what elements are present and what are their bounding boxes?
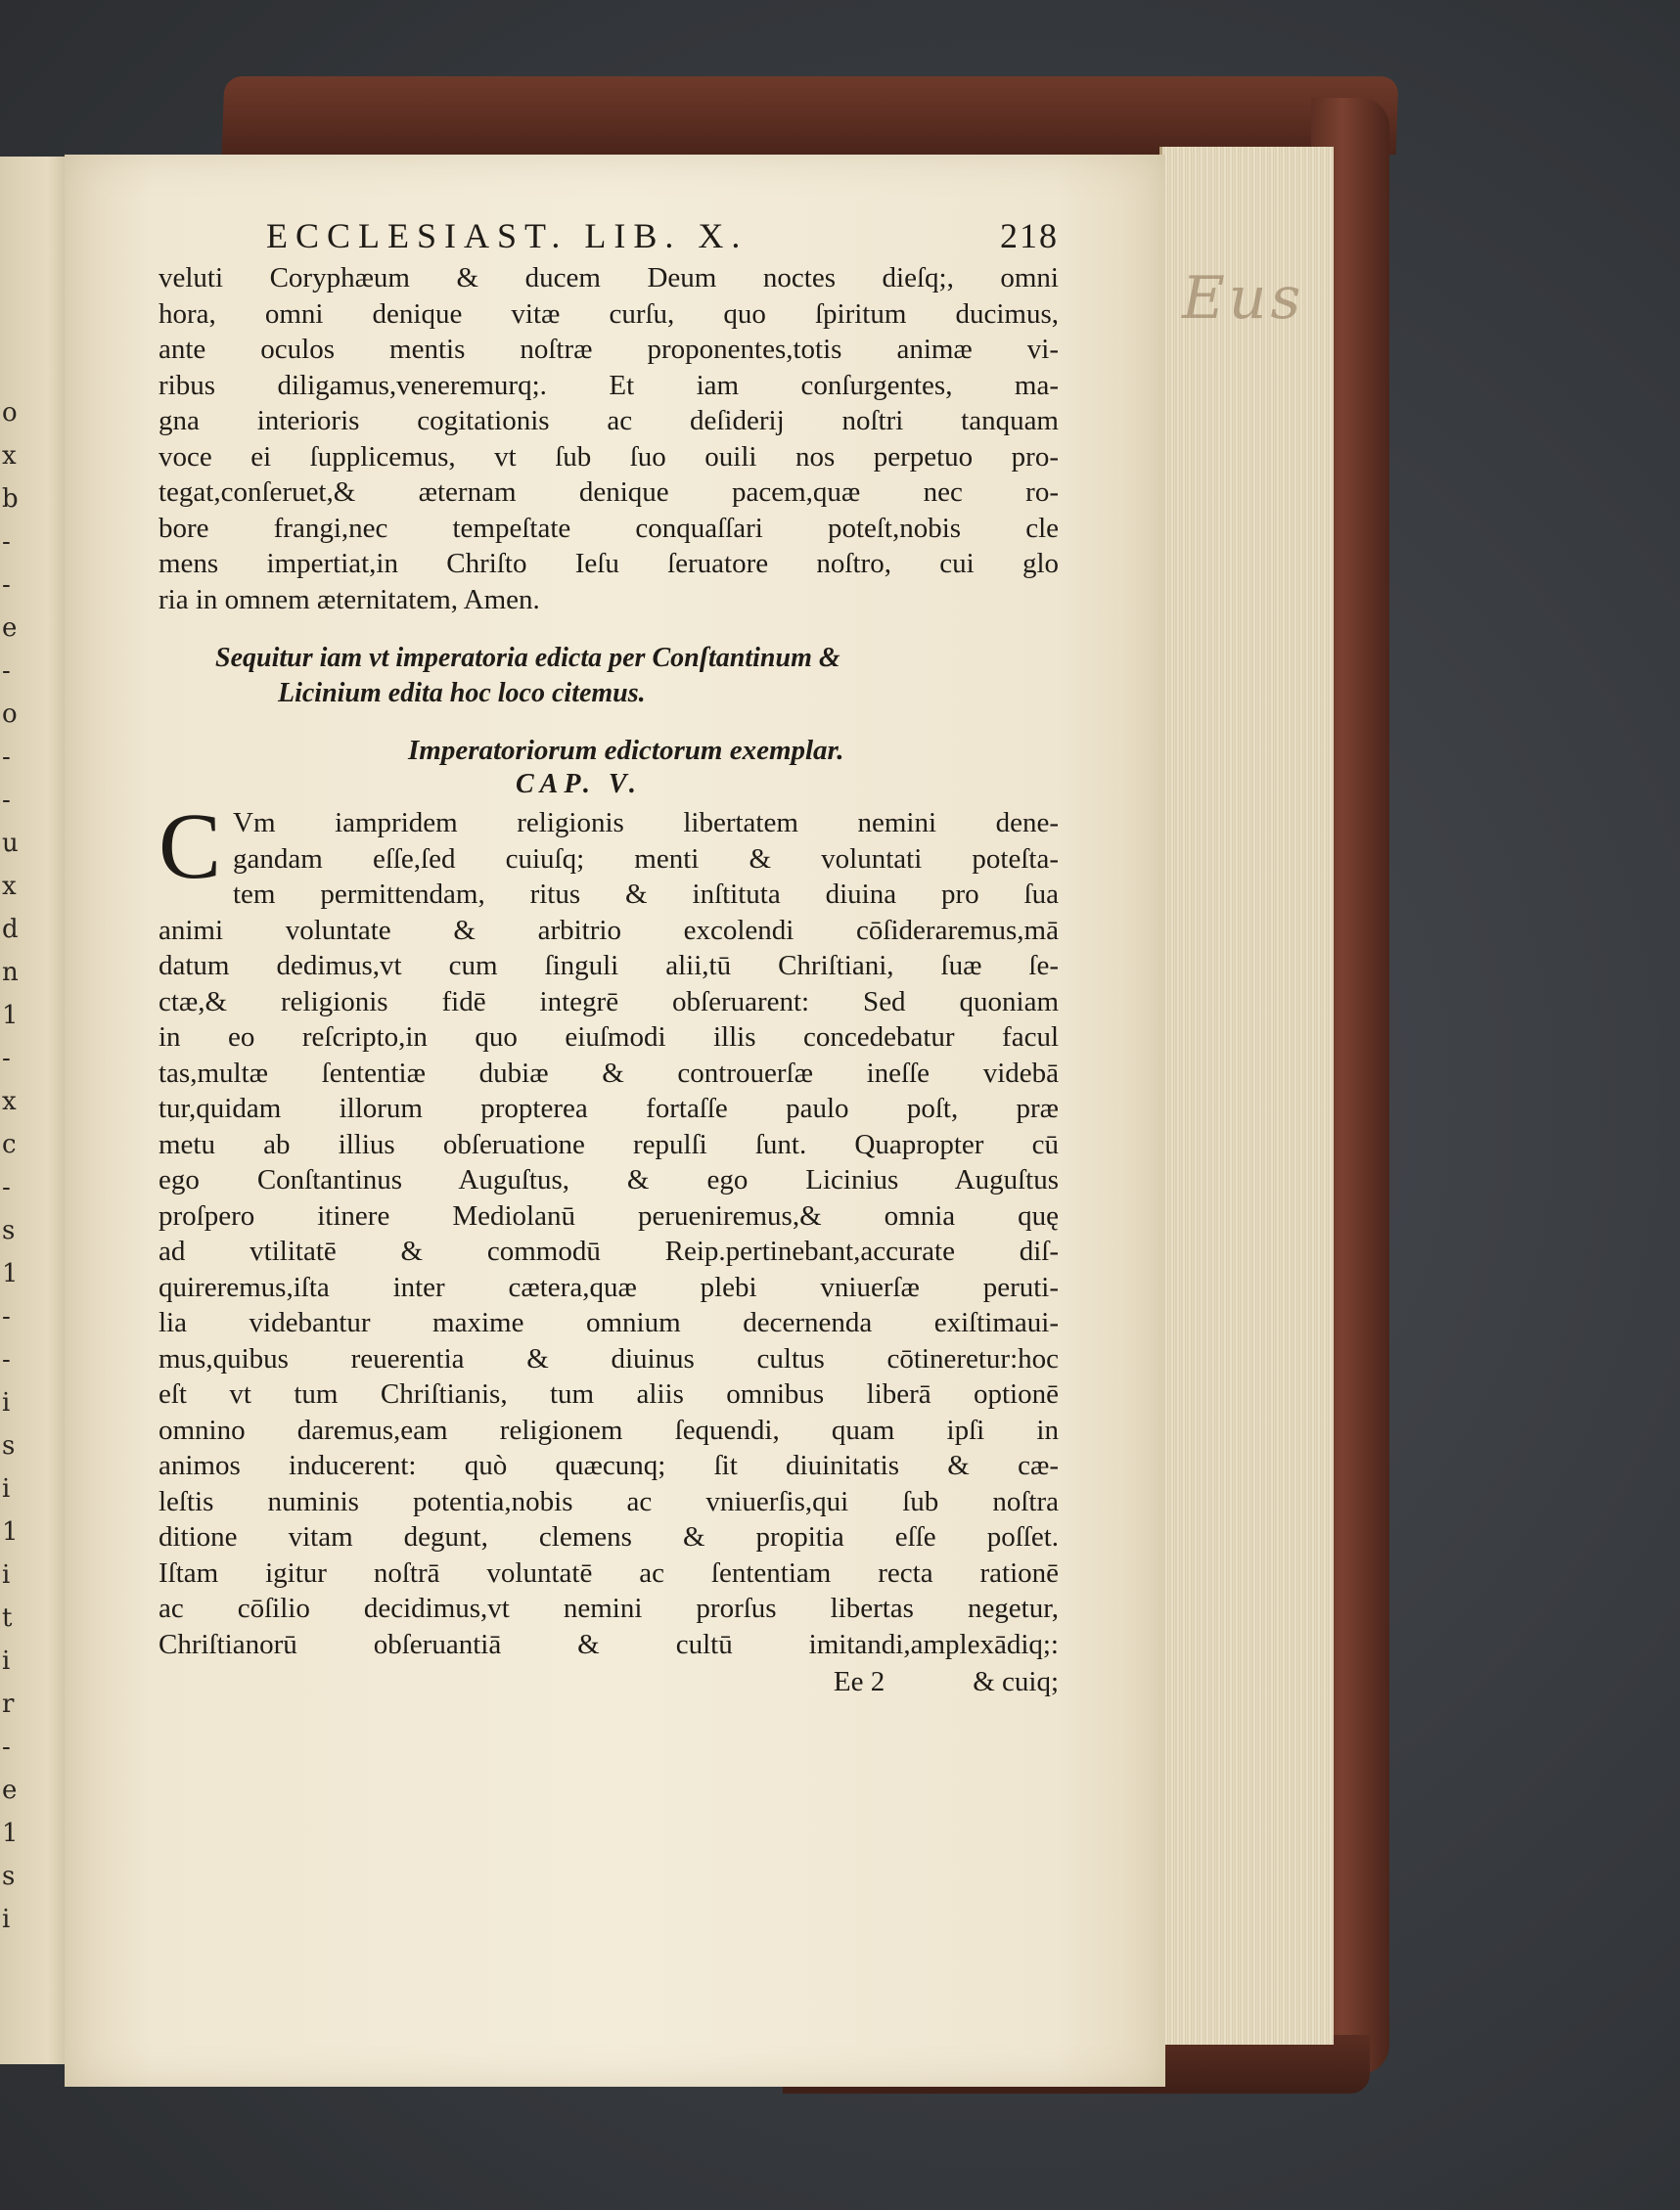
- text-line: bore frangi,nec tempeſtate conquaſſari poteſt,nobis cle: [159, 512, 1059, 544]
- edge-handwriting: Eus: [1182, 264, 1305, 333]
- text-line: tur,quidam illorum propterea fortaſſe paulo poſt, præ: [159, 1093, 1059, 1124]
- text-line: voce ei ſupplicemus, vt ſub ſuo ouili nos perpetuo pro-: [159, 440, 1059, 473]
- margin-letter: -: [2, 1733, 11, 1762]
- text-line: datum dedimus,vt cum ſinguli alii,tū Chriſtiani, ſuæ ſe-: [159, 950, 1059, 981]
- text-line: animi voluntate & arbitrio excolendi cōſideraremus,mā: [159, 914, 1059, 946]
- margin-letter: x: [2, 1087, 17, 1116]
- left-page: [0, 157, 70, 2064]
- margin-letter: i: [2, 1474, 11, 1504]
- text-line: mens impertiat,in Chriſto Ieſu ſeruatore noſtro, cui glo: [159, 548, 1059, 579]
- chapter-number: CAP. V.: [516, 769, 642, 799]
- text-line: lia videbantur maxime omnium decernenda exiſtimaui-: [159, 1307, 1059, 1338]
- margin-letter: -: [2, 570, 11, 600]
- text-line: hora, omni denique vitæ curſu, quo ſpiritum ducimus,: [159, 297, 1059, 330]
- margin-letter: b: [2, 484, 19, 514]
- paragraph-1: [159, 260, 1059, 617]
- chapter-title: Imperatoriorum edictorum exemplar.: [408, 735, 844, 766]
- margin-letter: 1: [2, 1517, 19, 1547]
- margin-letter: -: [2, 1345, 11, 1375]
- margin-letter: n: [2, 958, 19, 987]
- margin-letter: 1: [2, 1819, 19, 1848]
- text-line: gna interioris cogitationis ac deſiderij noſtri tanquam: [159, 405, 1059, 436]
- text-line: omnino daremus,eam religionem ſequendi, quam ipſi in: [159, 1414, 1059, 1446]
- margin-letter: s: [2, 1216, 16, 1245]
- text-line: ctæ,& religionis fidē integrē obſeruarent: Sed quoniam: [159, 985, 1059, 1017]
- page-footer: [159, 1664, 1059, 1699]
- paragraph-2: [159, 793, 1059, 1662]
- text-line: ac cōſilio decidimus,vt nemini prorſus libertas negetur,: [159, 1593, 1059, 1624]
- margin-letter: e: [2, 1776, 18, 1805]
- page-edges: [1159, 147, 1334, 2045]
- margin-letter: o: [2, 398, 18, 428]
- paragraph-2-indented-lines: [159, 805, 1059, 913]
- text-line: metu ab illius obſeruatione repulſi ſunt. Quapropter cū: [159, 1128, 1059, 1160]
- text-line: ditione vitam degunt, clemens & propitia eſſe poſſet.: [159, 1521, 1059, 1553]
- margin-letter: -: [2, 1173, 11, 1202]
- text-line: veluti Coryphæum & ducem Deum noctes dieſq;, omni: [159, 262, 1059, 293]
- text-line: tas,multæ ſententiæ dubiæ & controuerſæ ineſſe videbā: [159, 1057, 1059, 1089]
- margin-letter: -: [2, 786, 11, 815]
- text-line: mus,quibus reuerentia & diuinus cultus cōtineretur:hoc: [159, 1342, 1059, 1375]
- text-block: [159, 215, 1059, 1699]
- catchword: & cuiq;: [973, 1666, 1059, 1697]
- text-line: ribus diligamus,veneremurq;. Et iam conſurgentes, ma-: [159, 369, 1059, 401]
- text-line: gandam eſſe,ſed cuiuſq; menti & voluntati poteſta-: [233, 842, 1059, 875]
- margin-letter: i: [2, 1905, 11, 1934]
- left-margin-letters: [2, 391, 22, 1941]
- margin-letter: o: [2, 699, 18, 729]
- margin-letter: -: [2, 527, 11, 557]
- book-page: [65, 155, 1165, 2087]
- margin-letter: d: [2, 915, 19, 944]
- margin-letter: -: [2, 656, 11, 686]
- text-line: Chriſtianorū obſeruantiā & cultū imitandi,amplexādiq;:: [159, 1628, 1059, 1660]
- margin-letter: s: [2, 1431, 16, 1461]
- margin-letter: u: [2, 829, 19, 858]
- margin-letter: 1: [2, 1259, 19, 1288]
- margin-letter: x: [2, 441, 17, 471]
- text-line: eſt vt tum Chriſtianis, tum aliis omnibus liberā optionē: [159, 1378, 1059, 1410]
- text-line: animos inducerent: quò quæcunq; ſit diuinitatis & cæ-: [159, 1450, 1059, 1481]
- book-cover-top: [222, 76, 1399, 155]
- signature-mark: Ee 2: [833, 1666, 885, 1697]
- text-line: Vm iampridem religionis libertatem nemini dene-: [233, 807, 1059, 838]
- margin-letter: -: [2, 1044, 11, 1073]
- margin-letter: r: [2, 1690, 15, 1719]
- text-line: Iſtam igitur noſtrā voluntatē ac ſententiam recta rationē: [159, 1556, 1059, 1589]
- margin-letter: e: [2, 613, 18, 643]
- text-line: in eo reſcripto,in quo eiuſmodi illis concedebatur facul: [159, 1021, 1059, 1053]
- drop-cap: C: [159, 793, 222, 898]
- editorial-note-line-2: Licinium edita hoc loco citemus.: [278, 678, 646, 708]
- running-title: ECCLESIAST. LIB. X.: [266, 216, 749, 255]
- margin-letter: i: [2, 1388, 11, 1418]
- text-line: leſtis numinis potentia,nobis ac vniuerſis,qui ſub noſtra: [159, 1485, 1059, 1517]
- margin-letter: x: [2, 872, 17, 901]
- margin-letter: t: [2, 1603, 13, 1633]
- text-line: ante oculos mentis noſtræ proponentes,totis animæ vi-: [159, 334, 1059, 365]
- text-line: ad vtilitatē & commodū Reip.pertinebant,accurate diſ-: [159, 1236, 1059, 1267]
- margin-letter: -: [2, 743, 11, 772]
- editorial-note-line-1: Sequitur iam vt imperatoria edicta per Conſtantinum &: [215, 643, 840, 673]
- margin-letter: -: [2, 1302, 11, 1331]
- text-line: tem permittendam, ritus & inſtituta diuina pro ſua: [233, 879, 1059, 910]
- text-line: ego Conſtantinus Auguſtus, & ego Licinius Auguſtus: [159, 1164, 1059, 1195]
- paragraph-2-lines: [159, 913, 1059, 1663]
- folio-number: 218: [1000, 216, 1059, 255]
- text-line: quireremus,iſta inter cætera,quæ plebi vniuerſæ peruti-: [159, 1271, 1059, 1303]
- margin-letter: i: [2, 1646, 11, 1676]
- margin-letter: c: [2, 1130, 17, 1159]
- margin-letter: i: [2, 1560, 11, 1590]
- text-line: proſpero itinere Mediolanū perueniremus,& omnia quę: [159, 1199, 1059, 1232]
- margin-letter: 1: [2, 1001, 19, 1030]
- text-line: ria in omnem æternitatem, Amen.: [159, 583, 540, 615]
- text-line: tegat,conſeruet,& æternam denique pacem,quæ nec ro-: [159, 476, 1059, 508]
- running-head: [266, 215, 1059, 256]
- margin-letter: s: [2, 1862, 16, 1891]
